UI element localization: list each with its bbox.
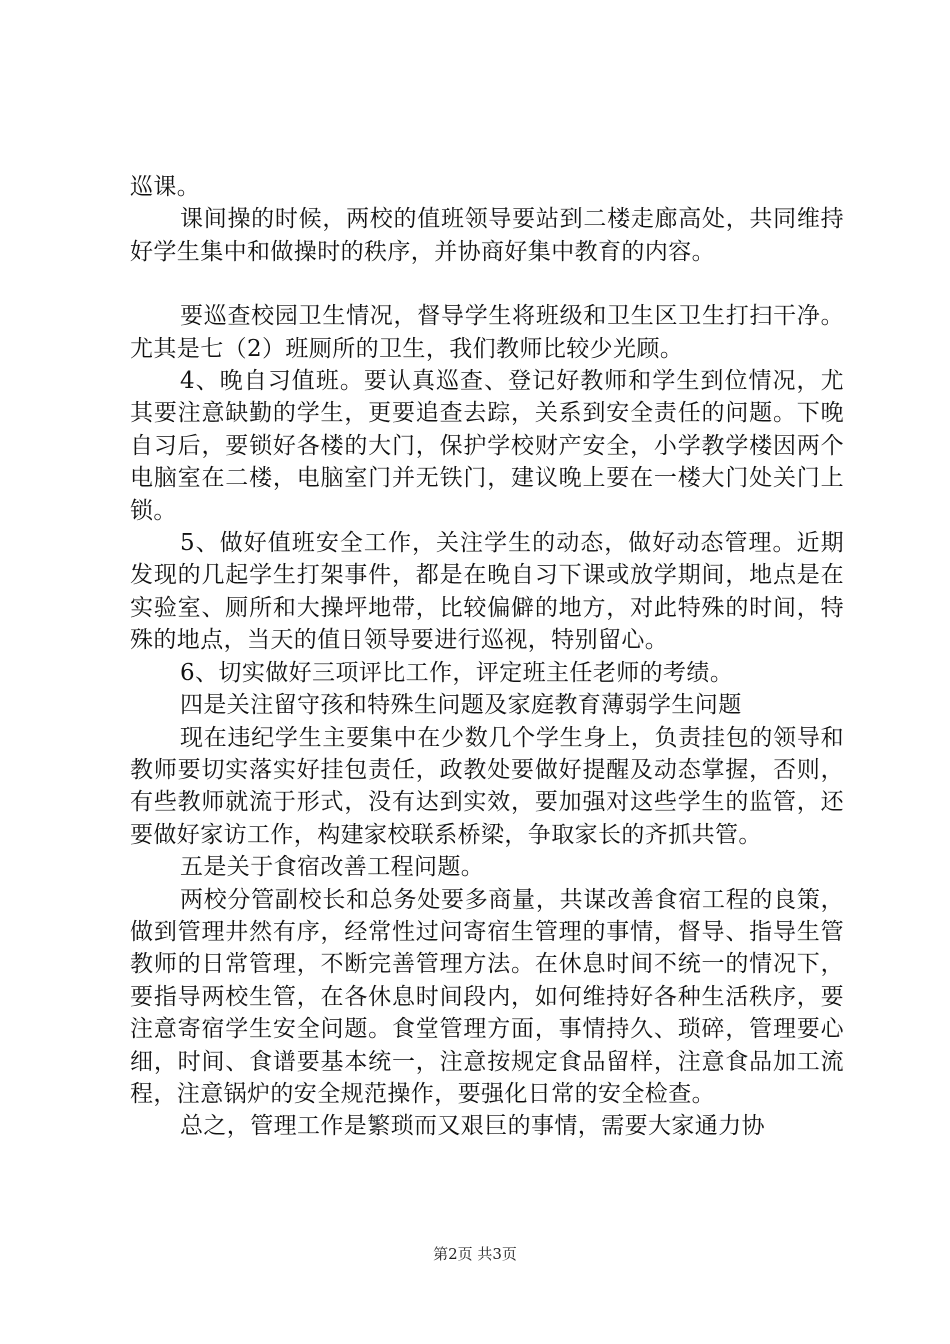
section-heading-boarding: 五是关于食宿改善工程问题。: [180, 854, 485, 881]
paragraph-duty-safety: 5、做好值班安全工作，关注学生的动态，做好动态管理。近期发现的几起学生打架事件，都是在晚自习下课或放学期间，地点是在实验室、厕所和大操坪地带，比较偏僻的地方，对此特殊的时间，特殊的地点，当天的值日领导要进行巡视，特别留心。: [130, 530, 844, 654]
paragraph-evaluation: 6、切实做好三项评比工作，评定班主任老师的考绩。: [180, 659, 734, 686]
paragraph-boarding-management: 两校分管副校长和总务处要多商量，共谋改善食宿工程的良策，做到管理井然有序，经常性过问寄宿生管理的事情，督导、指导生管教师的日常管理，不断完善管理方法。在休息时间不统一的情况下，要指导两校生管，在各休息时间段内，如何维持好各种生活秩序，要注意寄宿学生安全问题。食堂管理方面，事情持久、琐碎，管理要心细，时间、食谱要基本统一，注意按规定食品留样，注意食品加工流程，注意锅炉的安全规范操作，要强化日常的安全检查。: [130, 886, 844, 1107]
page-number-footer: 第2页 共3页: [433, 1245, 517, 1263]
paragraph-hygiene: 要巡查校园卫生情况，督导学生将班级和卫生区卫生打扫干净。尤其是七（2）班厕所的卫生，我们教师比较少光顾。: [130, 303, 844, 362]
paragraph-discipline-students: 现在违纪学生主要集中在少数几个学生身上，负责挂包的领导和教师要切实落实好挂包责任，政教处要做好提醒及动态掌握，否则，有些教师就流于形式，没有达到实效，要加强对这些学生的监管，还要做好家访工作，构建家校联系桥梁，争取家长的齐抓共管。: [130, 724, 844, 848]
paragraph-exercise-break: 课间操的时候，两校的值班领导要站到二楼走廊高处，共同维持好学生集中和做操时的秩序，并协商好集中教育的内容。: [130, 206, 844, 265]
paragraph-evening-study: 4、晚自习值班。要认真巡查、登记好教师和学生到位情况，尤其要注意缺勤的学生，更要追查去踪，关系到安全责任的问题。下晚自习后，要锁好各楼的大门，保护学校财产安全，小学教学楼因两个电脑室在二楼，电脑室门并无铁门，建议晚上要在一楼大门处关门上锁。: [130, 368, 844, 524]
document-body: [130, 171, 844, 1143]
paragraph-continuation: 巡课。: [130, 174, 201, 200]
paragraph-conclusion: 总之，管理工作是繁琐而又艰巨的事情，需要大家通力协: [180, 1113, 765, 1140]
section-heading-left-behind-children: 四是关注留守孩和特殊生问题及家庭教育薄弱学生问题: [180, 692, 742, 719]
